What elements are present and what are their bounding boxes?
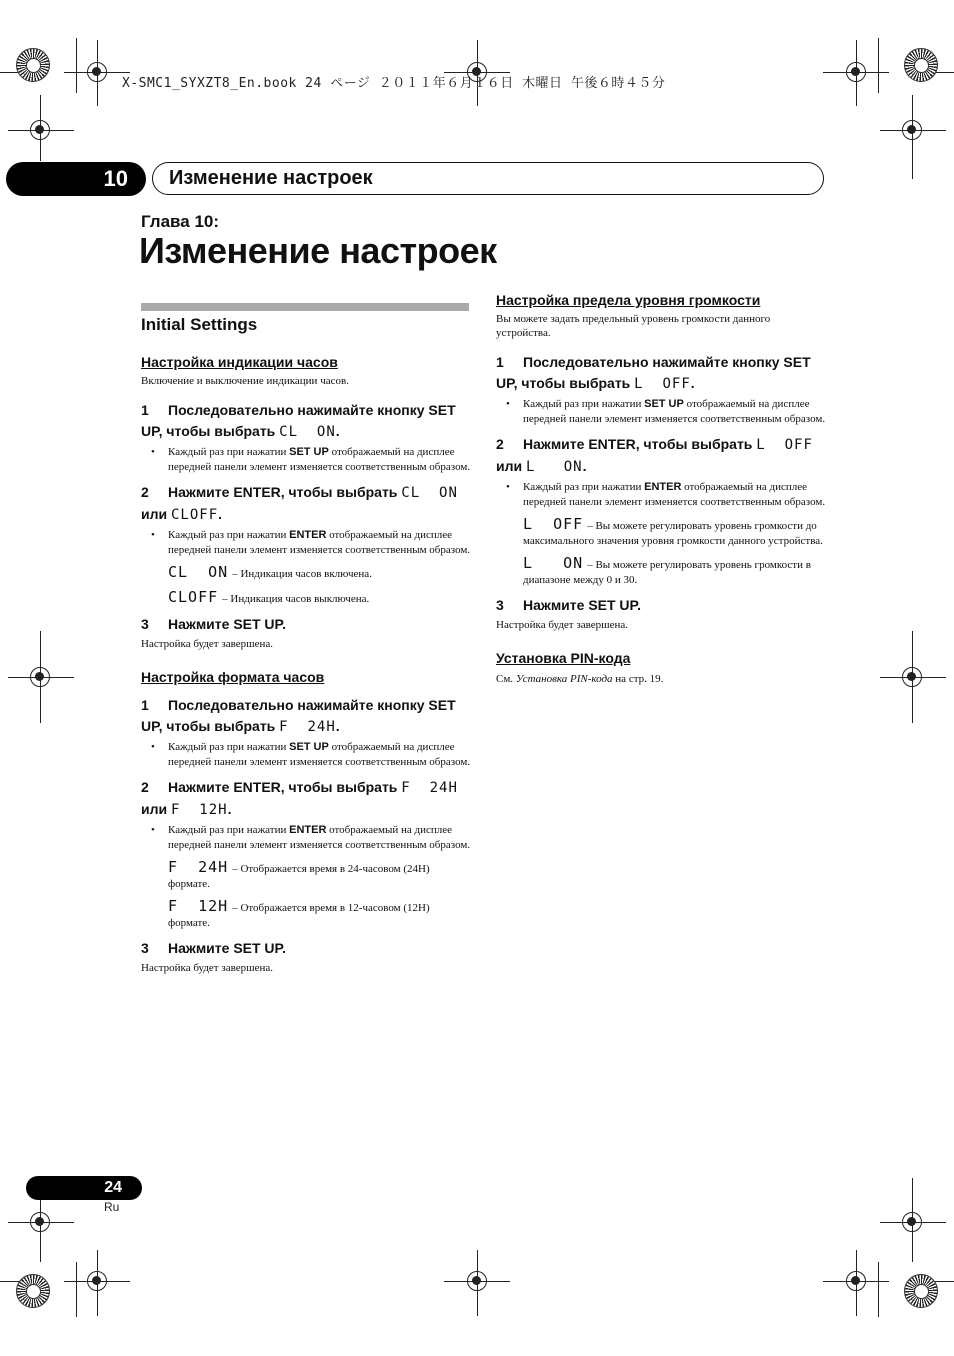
pin-code-reference-link[interactable]: Установка PIN-кода (515, 673, 613, 685)
volume-limit-step-3: 3 Нажмите SET UP. (496, 595, 826, 616)
clock-24h-option: F 24H – Отображается время в 24-часовом (24H) формате. (168, 858, 430, 890)
lcd-display-text: CLOFF (168, 587, 219, 606)
lcd-display-text: F 24H (168, 858, 229, 876)
clock-indication-step-2: 2 Нажмите ENTER, чтобы выбрать CL ON или CLOFF. (141, 484, 458, 523)
step-number: 3 (496, 597, 504, 613)
volume-limit-intro: Вы можете задать предельный уровень громкости данного устройства. (496, 313, 771, 339)
clock-format-heading: Настройка формата часов (141, 669, 325, 685)
clock-indication-step-1-note: • Каждый раз при нажатии SET UP отображаемый на дисплее передней панели элемент изменяется соответственным образом. (141, 445, 471, 474)
step-number: 2 (141, 779, 149, 795)
volume-limit-step-2-note: • Каждый раз при нажатии ENTER отображаемый на дисплее передней панели элемент изменяется соответственным образом. (496, 480, 826, 509)
step-number: 3 (141, 940, 149, 956)
registration-target-icon (30, 120, 50, 140)
lcd-display-text: L OFF (756, 437, 813, 453)
volume-limit-step-1: 1 Последовательно нажимайте кнопку SET UP, чтобы выбрать L OFF. (496, 354, 811, 392)
lcd-display-text: F 24H (279, 719, 336, 735)
clock-indication-intro: Включение и выключение индикации часов. (141, 375, 349, 387)
clock-format-step-2: 2 Нажмите ENTER, чтобы выбрать F 24H или F 12H. (141, 779, 458, 818)
left-column (141, 354, 471, 993)
clock-format-step-3: 3 Нажмите SET UP. (141, 938, 471, 959)
step-number: 3 (141, 616, 149, 632)
registration-rosette-icon (16, 48, 50, 82)
lcd-display-text: F 12H (171, 802, 228, 818)
registration-target-icon (902, 667, 922, 687)
print-header: X-SMC1_SYXZT8_En.book 24 ページ ２０１１年６月１６日 木曜日 午後６時４５分 (122, 76, 666, 91)
volume-limit-off-option: L OFF – Вы можете регулировать уровень громкости до максимального значения уровня громкости данного устройства. (523, 515, 823, 547)
clock-indication-step-3: 3 Нажмите SET UP. (141, 614, 471, 635)
lcd-display-text: L ON (523, 554, 584, 572)
step-number: 1 (141, 697, 149, 713)
chapter-number-tab: 10 (6, 162, 146, 196)
clock-format-step-1-note: • Каждый раз при нажатии SET UP отображаемый на дисплее передней панели элемент изменяется соответственным образом. (141, 740, 471, 769)
clock-indication-step-1: 1 Последовательно нажимайте кнопку SET UP, чтобы выбрать CL ON. (141, 402, 456, 440)
clock-indication-result: Настройка будет завершена. (141, 638, 273, 650)
chapter-label: Глава 10: (141, 212, 220, 231)
lcd-display-text: CL ON (401, 485, 458, 501)
step-number: 2 (496, 436, 504, 452)
clock-12h-option: F 12H – Отображается время в 12-часовом (12H) формате. (168, 897, 430, 929)
registration-target-icon (902, 1212, 922, 1232)
lcd-display-text: CL ON (168, 563, 229, 581)
lcd-display-text: L OFF (634, 376, 691, 392)
clock-format-result: Настройка будет завершена. (141, 962, 273, 974)
volume-limit-step-1-note: • Каждый раз при нажатии SET UP отображаемый на дисплее передней панели элемент изменяется соответственным образом. (496, 397, 826, 426)
registration-rosette-icon (16, 1274, 50, 1308)
clock-format-step-2-note: • Каждый раз при нажатии ENTER отображаемый на дисплее передней панели элемент изменяется соответственным образом. (141, 823, 471, 852)
registration-target-icon (87, 62, 107, 82)
volume-limit-step-2: 2 Нажмите ENTER, чтобы выбрать L OFF или L ON. (496, 436, 813, 475)
lcd-display-text: CL ON (279, 424, 336, 440)
lcd-display-text: F 12H (168, 897, 229, 915)
clock-indication-step-2-note: • Каждый раз при нажатии ENTER отображаемый на дисплее передней панели элемент изменяется соответственным образом. (141, 528, 471, 557)
clock-indication-heading: Настройка индикации часов (141, 354, 338, 370)
step-text: Последовательно нажимайте кнопку SET UP, чтобы выбрать (141, 402, 456, 439)
registration-target-icon (87, 1271, 107, 1291)
chapter-title-bar: Изменение настроек (152, 162, 824, 195)
page-language: Ru (104, 1200, 120, 1214)
right-column (496, 292, 826, 698)
page-number-badge: 24 (26, 1176, 142, 1200)
volume-limit-on-option: L ON – Вы можете регулировать уровень громкости в диапазоне между 0 и 30. (523, 554, 811, 586)
step-number: 1 (496, 354, 504, 370)
clock-format-step-1: 1 Последовательно нажимайте кнопку SET UP, чтобы выбрать F 24H. (141, 697, 456, 735)
registration-target-icon (30, 667, 50, 687)
section-title: Initial Settings (141, 315, 258, 334)
registration-target-icon (30, 1212, 50, 1232)
clock-on-option: CL ON – Индикация часов включена. (168, 563, 372, 581)
clock-off-option: CLOFF – Индикация часов выключена. (168, 587, 370, 606)
page-title: Изменение настроек (139, 230, 497, 271)
lcd-display-text: L OFF (523, 515, 584, 533)
pin-code-heading: Установка PIN-кода (496, 650, 631, 666)
lcd-display-text: CLOFF (171, 507, 219, 523)
registration-rosette-icon (904, 1274, 938, 1308)
registration-target-icon (902, 120, 922, 140)
volume-limit-result: Настройка будет завершена. (496, 619, 628, 631)
section-divider (141, 303, 469, 311)
lcd-display-text: L ON (526, 459, 583, 475)
pin-code-reference: См. Установка PIN-кода на стр. 19. (496, 673, 664, 685)
lcd-display-text: F 24H (401, 780, 458, 796)
registration-target-icon (846, 1271, 866, 1291)
registration-target-icon (467, 1271, 487, 1291)
step-number: 1 (141, 402, 149, 418)
volume-limit-heading: Настройка предела уровня громкости (496, 292, 761, 308)
registration-rosette-icon (904, 48, 938, 82)
registration-target-icon (846, 62, 866, 82)
step-number: 2 (141, 484, 149, 500)
